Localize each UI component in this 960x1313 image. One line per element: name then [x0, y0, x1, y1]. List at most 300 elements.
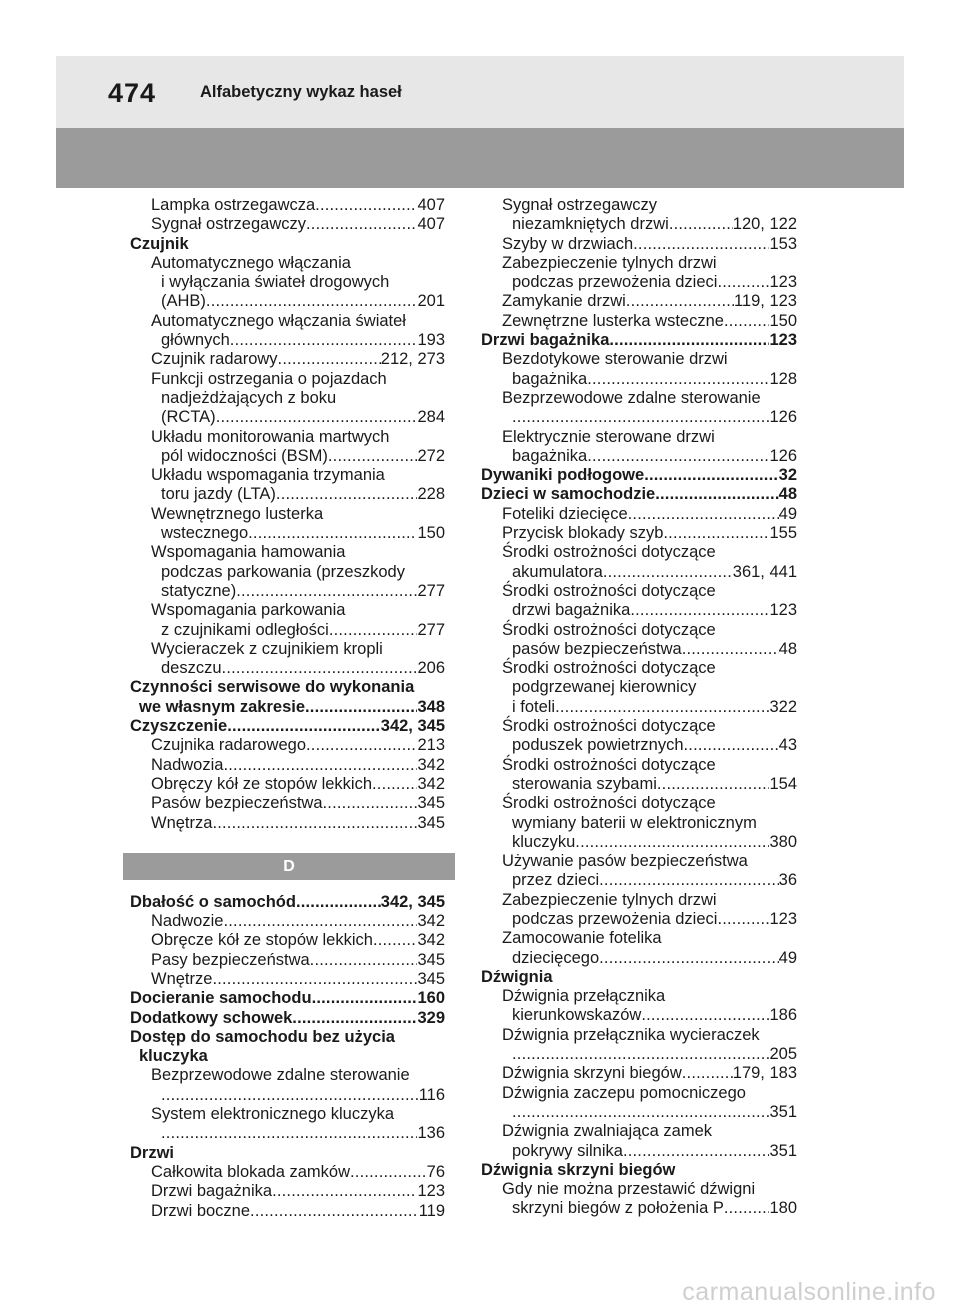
index-entry-sub — [481, 215, 797, 234]
page-reference: 76 — [426, 1162, 445, 1181]
index-entry-sub — [130, 1066, 445, 1085]
entry-label: podczas przewożenia dzieci — [512, 273, 718, 292]
dot-leader — [223, 756, 417, 775]
index-entry-sub — [481, 659, 797, 678]
entry-label: Dźwignia zwalniająca zamek — [502, 1122, 713, 1141]
dot-leader — [212, 814, 417, 833]
dot-leader — [641, 1006, 769, 1025]
page-reference: 150 — [417, 524, 445, 543]
entry-label: podczas przewożenia dzieci — [512, 909, 718, 928]
page-reference: 49 — [778, 504, 797, 523]
index-entry-sub — [481, 1045, 797, 1064]
entry-label: drzwi bagażnika — [512, 601, 631, 620]
index-entry-sub — [481, 292, 797, 311]
entry-label: Wycieraczek z czujnikiem kropli — [151, 639, 383, 658]
section-header-d: D — [123, 853, 455, 880]
page-reference: 345 — [417, 969, 445, 988]
dot-leader — [323, 794, 418, 813]
dot-leader — [587, 370, 769, 389]
entry-label: Obręcze kół ze stopów lekkich — [151, 931, 373, 950]
entry-label: pokrywy silnika — [512, 1141, 623, 1160]
index-entry-sub — [130, 485, 445, 504]
dot-leader — [272, 1182, 417, 1201]
index-entry-sub — [130, 659, 445, 678]
dot-leader — [276, 485, 418, 504]
index-list-d — [130, 893, 445, 1221]
entry-label: podgrzewanej kierownicy — [512, 678, 697, 697]
page-reference: 126 — [769, 446, 797, 465]
page-reference: 228 — [417, 485, 445, 504]
entry-label: Bezdotykowe sterowanie drzwi — [502, 350, 728, 369]
entry-label: kluczyka — [139, 1047, 208, 1066]
page-reference: 49 — [778, 948, 797, 967]
index-entry-main — [481, 466, 797, 485]
index-list-c — [130, 196, 445, 833]
entry-label: Wspomagania parkowania — [151, 601, 346, 620]
index-list-d-continued — [481, 196, 797, 1219]
index-entry-sub — [481, 1064, 797, 1083]
entry-label: Gdy nie można przestawić dźwigni — [502, 1180, 756, 1199]
page-reference: 342 — [417, 755, 445, 774]
dot-leader — [328, 447, 418, 466]
entry-label: (AHB) — [161, 292, 206, 311]
entry-label: Foteliki dziecięce — [502, 504, 628, 523]
index-entry-sub — [481, 428, 797, 447]
index-entry-sub — [481, 1142, 797, 1161]
index-entry-sub — [481, 543, 797, 562]
entry-label: Automatycznego włączania świateł — [151, 311, 406, 330]
dot-leader — [292, 1009, 417, 1028]
index-entry-main — [130, 893, 445, 912]
index-entry-main — [130, 1144, 445, 1163]
index-entry-sub — [130, 1105, 445, 1124]
entry-label: Zabezpieczenie tylnych drzwi — [502, 253, 717, 272]
page-reference: 213 — [417, 736, 445, 755]
dot-leader — [373, 931, 418, 950]
dot-leader — [223, 912, 417, 931]
dot-leader — [310, 951, 418, 970]
page-reference: 342, 345 — [380, 717, 445, 736]
index-entry-sub — [481, 929, 797, 948]
entry-label: Bezprzewodowe zdalne sterowanie — [151, 1066, 410, 1085]
entry-label: Sygnał ostrzegawczy — [502, 196, 657, 214]
entry-label: Sygnał ostrzegawczy — [151, 215, 306, 234]
dot-leader — [206, 292, 418, 311]
entry-label: Pasów bezpieczeństwa — [151, 794, 323, 813]
index-entry-sub — [481, 756, 797, 775]
dot-leader — [236, 582, 417, 601]
dot-leader — [329, 621, 418, 640]
entry-label: przez dzieci — [512, 871, 600, 890]
entry-label: Środki ostrożności dotyczące — [502, 659, 716, 678]
index-entry-sub — [130, 312, 445, 331]
index-entry-sub — [130, 215, 445, 234]
dot-leader — [512, 1045, 769, 1064]
dot-leader — [587, 447, 769, 466]
page-reference: 272 — [417, 446, 445, 465]
index-entry-sub — [481, 678, 797, 697]
entry-label: Bezprzewodowe zdalne sterowanie — [502, 388, 761, 407]
index-entry-sub — [130, 408, 445, 427]
page-reference: 153 — [769, 234, 797, 253]
entry-label: wymiany baterii w elektronicznym — [512, 813, 757, 832]
dot-leader — [227, 717, 381, 736]
index-entry-sub — [481, 910, 797, 929]
index-entry-sub — [130, 582, 445, 601]
dot-leader — [305, 698, 417, 717]
index-entry-sub — [481, 1103, 797, 1122]
entry-label: niezamkniętych drzwi — [512, 215, 669, 234]
index-entry-sub — [130, 505, 445, 524]
dot-leader — [599, 871, 779, 890]
index-entry-sub — [130, 775, 445, 794]
index-entry-sub — [130, 466, 445, 485]
page-reference: 150 — [769, 311, 797, 330]
entry-label: bagażnika — [512, 446, 588, 465]
index-entry-sub — [481, 717, 797, 736]
index-entry-sub — [130, 621, 445, 640]
index-entry-sub — [481, 1199, 797, 1218]
entry-label: pasów bezpieczeństwa — [512, 639, 682, 658]
entry-label: Automatycznego włączania — [151, 253, 351, 272]
entry-label: Dźwignia przełącznika — [502, 987, 666, 1006]
entry-label: Czyszczenie — [130, 717, 228, 736]
index-entry-sub — [130, 912, 445, 931]
entry-label: Dźwignia skrzyni biegów — [481, 1160, 676, 1179]
entry-label: Układu wspomagania trzymania — [151, 466, 385, 485]
page-reference: 119, 123 — [733, 292, 797, 311]
page-reference: 345 — [417, 813, 445, 832]
entry-label: Dbałość o samochód — [130, 892, 296, 911]
entry-label: statyczne) — [161, 581, 237, 600]
dot-leader — [250, 1202, 419, 1221]
index-entry-sub — [481, 814, 797, 833]
page-reference: 205 — [769, 1045, 797, 1064]
entry-label: Dodatkowy schowek — [130, 1008, 293, 1027]
page-reference: 407 — [417, 215, 445, 234]
index-entry-main — [481, 968, 797, 987]
page-reference: 345 — [417, 794, 445, 813]
dot-leader — [724, 1199, 770, 1218]
dot-leader — [724, 312, 770, 331]
dot-leader — [628, 505, 779, 524]
index-entry-main — [481, 485, 797, 504]
page-reference: 179, 183 — [732, 1064, 797, 1083]
page-reference: 212, 273 — [380, 350, 445, 369]
page-reference: 361, 441 — [732, 562, 797, 581]
index-entry-sub — [481, 273, 797, 292]
page-reference: 136 — [417, 1124, 445, 1143]
entry-label: Pasy bezpieczeństwa — [151, 950, 310, 969]
page-reference: 206 — [417, 659, 445, 678]
index-entry-sub — [481, 447, 797, 466]
page-reference: 342 — [417, 774, 445, 793]
index-entry-sub — [130, 736, 445, 755]
index-entry-sub — [130, 331, 445, 350]
index-entry-sub — [481, 640, 797, 659]
index-entry-sub — [481, 196, 797, 215]
entry-label: Zamocowanie fotelika — [502, 929, 662, 948]
dot-leader — [682, 1064, 733, 1083]
page-title: Alfabetyczny wykaz haseł — [200, 83, 402, 101]
dot-leader — [623, 1142, 770, 1161]
index-entry-sub — [130, 563, 445, 582]
page-reference: 155 — [769, 524, 797, 543]
index-entry-sub — [130, 543, 445, 562]
index-entry-sub — [481, 1180, 797, 1199]
entry-label: Czujnika radarowego — [151, 736, 307, 755]
index-entry-sub — [481, 987, 797, 1006]
page-reference: 201 — [417, 292, 445, 311]
entry-label: Wnętrza — [151, 813, 213, 832]
entry-label: Nadwozia — [151, 755, 224, 774]
dot-leader — [633, 235, 769, 254]
index-entry-sub — [130, 601, 445, 620]
dot-leader — [599, 949, 779, 968]
index-entry-sub — [130, 447, 445, 466]
index-entry-sub — [481, 312, 797, 331]
index-entry-sub — [130, 1202, 445, 1221]
entry-label: Przycisk blokady szyb — [502, 524, 664, 543]
header-bar — [56, 56, 904, 128]
index-entry-main — [130, 1009, 445, 1028]
index-entry-sub — [481, 698, 797, 717]
entry-label: we własnym zakresie — [139, 697, 306, 716]
entry-label: Używanie pasów bezpieczeństwa — [502, 852, 748, 871]
index-entry-sub — [481, 1122, 797, 1141]
index-entry-sub — [481, 871, 797, 890]
index-entry-sub — [481, 408, 797, 427]
index-entry-sub — [130, 1182, 445, 1201]
page-reference: 342 — [417, 912, 445, 931]
entry-label: Dźwignia zaczepu pomocniczego — [502, 1083, 746, 1102]
entry-label: Dywaniki podłogowe — [481, 466, 645, 485]
index-entry-sub — [481, 601, 797, 620]
index-entry-main — [130, 1047, 445, 1066]
entry-label: Wnętrze — [151, 969, 213, 988]
page-reference: 123 — [769, 273, 797, 292]
page-reference: 48 — [778, 485, 797, 504]
page-reference: 407 — [417, 196, 445, 214]
entry-label: Środki ostrożności dotyczące — [502, 755, 716, 774]
index-entry-main — [130, 235, 445, 254]
dot-leader — [655, 485, 778, 504]
entry-label: Zewnętrzne lusterka wsteczne — [502, 311, 724, 330]
index-entry-sub — [481, 621, 797, 640]
index-entry-sub — [481, 775, 797, 794]
dot-leader — [161, 1086, 419, 1105]
entry-label: Drzwi bagażnika — [481, 331, 610, 350]
index-entry-sub — [481, 524, 797, 543]
page-reference: 123 — [417, 1182, 445, 1201]
page-reference: 180 — [769, 1199, 797, 1218]
index-entry-sub — [481, 389, 797, 408]
entry-label: Środki ostrożności dotyczące — [502, 543, 716, 562]
entry-label: kierunkowskazów — [512, 1006, 642, 1025]
index-entry-sub — [481, 833, 797, 852]
entry-label: Drzwi boczne — [151, 1201, 251, 1220]
index-entry-sub — [130, 524, 445, 543]
entry-label: skrzyni biegów z położenia P — [512, 1199, 724, 1218]
index-entry-sub — [130, 292, 445, 311]
index-entry-sub — [481, 505, 797, 524]
dot-leader — [350, 1163, 427, 1182]
entry-label: Drzwi — [130, 1143, 175, 1162]
entry-label: Całkowita blokada zamków — [151, 1162, 351, 1181]
entry-label: Dostęp do samochodu bez użycia — [130, 1027, 395, 1046]
dot-leader — [512, 408, 769, 427]
index-entry-sub — [130, 273, 445, 292]
entry-label: z czujnikami odległości — [161, 620, 329, 639]
index-column-right — [481, 196, 797, 1219]
entry-label: Szyby w drzwiach — [502, 234, 634, 253]
entry-label: Zabezpieczenie tylnych drzwi — [502, 890, 717, 909]
page-reference: 342 — [417, 931, 445, 950]
dot-leader — [306, 736, 417, 755]
page-reference: 43 — [778, 736, 797, 755]
entry-label: Zamykanie drzwi — [502, 292, 626, 311]
index-entry-sub — [481, 736, 797, 755]
dot-leader — [315, 196, 417, 215]
index-entry-main — [130, 678, 445, 697]
dot-leader — [717, 910, 769, 929]
dot-leader — [682, 640, 779, 659]
index-entry-sub — [481, 370, 797, 389]
dot-leader — [212, 970, 417, 989]
dot-leader — [306, 215, 417, 234]
entry-label: sterowania szybami — [512, 774, 657, 793]
entry-label: Elektrycznie sterowane drzwi — [502, 427, 715, 446]
dot-leader — [222, 659, 418, 678]
index-entry-main — [481, 1161, 797, 1180]
entry-label: kluczyku — [512, 832, 576, 851]
page-reference: 154 — [769, 774, 797, 793]
dot-leader — [248, 524, 417, 543]
index-entry-main — [130, 1028, 445, 1047]
index-entry-sub — [130, 1124, 445, 1143]
index-entry-sub — [130, 428, 445, 447]
dot-leader — [717, 273, 769, 292]
dot-leader — [644, 466, 778, 485]
index-entry-sub — [481, 852, 797, 871]
entry-label: toru jazdy (LTA) — [161, 485, 276, 504]
entry-label: Środki ostrożności dotyczące — [502, 620, 716, 639]
page-reference: 351 — [769, 1141, 797, 1160]
entry-label: podczas parkowania (przeszkody — [161, 562, 405, 581]
page-reference: 116 — [418, 1085, 445, 1104]
entry-label: Wspomagania hamowania — [151, 543, 346, 562]
dot-leader — [555, 698, 769, 717]
dot-leader — [663, 524, 769, 543]
index-entry-sub — [130, 951, 445, 970]
entry-label: Układu monitorowania martwych — [151, 427, 390, 446]
page-reference: 123 — [769, 601, 797, 620]
dot-leader — [575, 833, 769, 852]
index-entry-main — [130, 989, 445, 1008]
page-reference: 36 — [778, 871, 797, 890]
entry-label: nadjeżdżających z boku — [161, 388, 337, 407]
entry-label: Obręczy kół ze stopów lekkich — [151, 774, 373, 793]
index-entry-sub — [481, 1006, 797, 1025]
dot-leader — [296, 893, 381, 912]
entry-label: Dźwignia — [481, 967, 553, 986]
page-reference: 380 — [769, 832, 797, 851]
page-reference: 119 — [418, 1201, 445, 1220]
page-reference: 277 — [417, 620, 445, 639]
entry-label: Dźwignia skrzyni biegów — [502, 1064, 682, 1083]
index-entry-sub — [130, 640, 445, 659]
entry-label: dziecięcego — [512, 948, 600, 967]
index-entry-sub — [130, 931, 445, 950]
entry-label: i foteli — [512, 697, 556, 716]
page-reference: 123 — [769, 331, 797, 350]
page-reference: 126 — [769, 408, 797, 427]
entry-label: Czujnik radarowy — [151, 350, 278, 369]
page-reference: 322 — [769, 697, 797, 716]
page-reference: 193 — [417, 331, 445, 350]
entry-label: wstecznego — [161, 524, 249, 543]
entry-label: deszczu — [161, 659, 222, 678]
dot-leader — [630, 601, 769, 620]
dot-leader — [626, 292, 734, 311]
entry-label: bagażnika — [512, 369, 588, 388]
entry-label: poduszek powietrznych — [512, 736, 684, 755]
dot-leader — [609, 331, 769, 350]
index-entry-sub — [130, 370, 445, 389]
watermark: carmanualsonline.info — [682, 1278, 936, 1306]
page-reference: 351 — [769, 1102, 797, 1121]
entry-label: Dźwignia przełącznika wycieraczek — [502, 1025, 760, 1044]
entry-label: i wyłączania świateł drogowych — [161, 273, 390, 292]
entry-label: pól widoczności (BSM) — [161, 446, 328, 465]
index-entry-sub — [130, 1163, 445, 1182]
index-entry-sub — [481, 235, 797, 254]
dot-leader — [669, 215, 733, 234]
index-entry-sub — [130, 1086, 445, 1105]
page-number: 474 — [108, 78, 157, 108]
index-entry-sub — [481, 563, 797, 582]
dot-leader — [216, 408, 418, 427]
index-entry-sub — [481, 891, 797, 910]
page-reference: 277 — [417, 581, 445, 600]
entry-label: Funkcji ostrzegania o pojazdach — [151, 369, 387, 388]
index-entry-sub — [130, 350, 445, 369]
entry-label: Czynności serwisowe do wykonania — [130, 678, 415, 697]
entry-label: Nadwozie — [151, 912, 224, 931]
page-reference: 348 — [417, 697, 445, 716]
index-entry-sub — [130, 794, 445, 813]
entry-label: Drzwi bagażnika — [151, 1182, 273, 1201]
dot-leader — [603, 563, 733, 582]
entry-label: Docieranie samochodu — [130, 989, 312, 1008]
index-entry-main — [481, 331, 797, 350]
index-entry-sub — [481, 949, 797, 968]
page-reference: 120, 122 — [732, 215, 797, 234]
index-entry-sub — [481, 350, 797, 369]
index-entry-sub — [130, 389, 445, 408]
dot-leader — [278, 350, 381, 369]
page-reference: 128 — [769, 369, 797, 388]
index-entry-main — [130, 698, 445, 717]
entry-label: Środki ostrożności dotyczące — [502, 717, 716, 736]
index-entry-sub — [130, 756, 445, 775]
page-reference: 32 — [778, 466, 797, 485]
entry-label: Czujnik — [130, 234, 189, 253]
index-entry-sub — [130, 814, 445, 833]
index-entry-main — [130, 717, 445, 736]
index-entry-sub — [481, 1026, 797, 1045]
page-reference: 160 — [417, 989, 445, 1008]
